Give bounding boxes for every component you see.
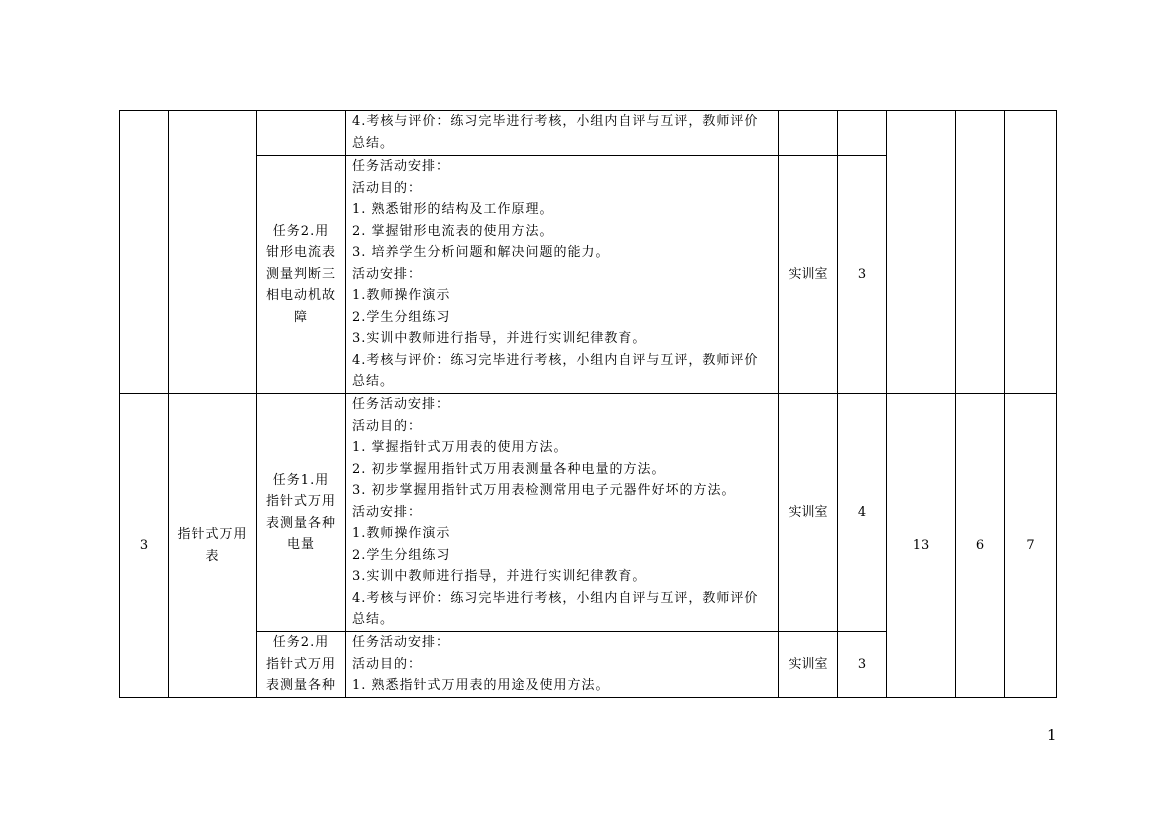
content-line: 活动安排：	[352, 504, 423, 520]
content-line: 活动目的：	[352, 180, 423, 196]
task-name-cell	[257, 111, 346, 156]
task-name-cell	[257, 156, 346, 394]
content-line: 1.教师操作演示	[352, 288, 451, 303]
module-number-cell: 3	[120, 394, 169, 698]
task-line: 相电动机故	[265, 288, 336, 304]
hours-cell: 3	[838, 632, 887, 698]
content-line: 总结。	[352, 135, 395, 151]
activity-content-cell	[346, 394, 779, 632]
total-hours-cell	[887, 111, 956, 394]
task-name-cell	[257, 632, 346, 698]
task-line: 指针式万用	[265, 656, 336, 672]
module-number-cell	[120, 111, 169, 394]
task-name-cell	[257, 394, 346, 632]
task-line: 任务2.用	[272, 635, 330, 650]
content-line: 2. 初步掌握用指针式万用表测量各种电量的方法。	[352, 461, 666, 477]
content-line: 任务活动安排：	[352, 635, 451, 650]
location-cell: 实训室	[779, 156, 838, 394]
activity-content-cell	[346, 156, 779, 394]
module-name-line: 指针式万用	[177, 527, 248, 542]
location-cell: 实训室	[779, 394, 838, 632]
task-line: 任务1.用	[272, 472, 330, 488]
content-line: 活动安排：	[352, 266, 423, 282]
practice-hours-cell	[1005, 111, 1057, 394]
task-line: 表测量各种	[265, 678, 336, 693]
location-cell: 实训室	[779, 632, 838, 698]
module-name-cell	[169, 111, 257, 394]
task-line: 表测量各种	[265, 515, 336, 531]
teaching-plan-table	[119, 110, 1057, 698]
content-line: 总结。	[352, 374, 395, 389]
content-line: 2.学生分组练习	[352, 547, 451, 563]
table-row	[120, 394, 1057, 632]
content-line: 3. 初步掌握用指针式万用表检测常用电子元器件好坏的方法。	[352, 483, 736, 498]
content-line: 1.教师操作演示	[352, 526, 451, 541]
activity-content-cell	[346, 111, 779, 156]
content-line: 2.学生分组练习	[352, 309, 451, 325]
content-line: 2. 掌握钳形电流表的使用方法。	[352, 223, 554, 239]
module-name-cell	[169, 394, 257, 698]
content-line: 1. 熟悉钳形的结构及工作原理。	[352, 202, 554, 217]
hours-cell: 4	[838, 394, 887, 632]
total-hours-cell: 13	[887, 394, 956, 698]
content-line: 1. 掌握指针式万用表的使用方法。	[352, 440, 568, 455]
content-line: 3.实训中教师进行指导，并进行实训纪律教育。	[352, 569, 647, 584]
task-line: 障	[293, 309, 308, 325]
task-line: 指针式万用	[265, 494, 336, 509]
practice-hours-cell: 7	[1005, 394, 1057, 698]
content-line: 1. 熟悉指针式万用表的用途及使用方法。	[352, 678, 610, 693]
theory-hours-cell	[956, 111, 1005, 394]
hours-cell	[838, 111, 887, 156]
theory-hours-cell: 6	[956, 394, 1005, 698]
location-cell	[779, 111, 838, 156]
content-line: 任务活动安排：	[352, 159, 451, 174]
module-name-line: 表	[205, 548, 220, 564]
content-line: 4.考核与评价：练习完毕进行考核，小组内自评与互评，教师评价	[352, 114, 759, 129]
task-line: 任务2.用	[272, 223, 330, 239]
content-line: 任务活动安排：	[352, 397, 451, 412]
task-line: 电量	[286, 537, 315, 552]
task-line: 钳形电流表	[265, 245, 336, 261]
hours-cell: 3	[838, 156, 887, 394]
content-line: 4.考核与评价：练习完毕进行考核，小组内自评与互评，教师评价	[352, 352, 759, 368]
page-number: 1	[1047, 726, 1057, 744]
table-row	[120, 111, 1057, 156]
task-line: 测量判断三	[265, 266, 336, 282]
content-line: 总结。	[352, 612, 395, 627]
activity-content-cell	[346, 632, 779, 698]
content-line: 活动目的：	[352, 418, 423, 434]
content-line: 4.考核与评价：练习完毕进行考核，小组内自评与互评，教师评价	[352, 590, 759, 606]
content-line: 活动目的：	[352, 656, 423, 672]
content-line: 3. 培养学生分析问题和解决问题的能力。	[352, 245, 610, 260]
content-line: 3.实训中教师进行指导，并进行实训纪律教育。	[352, 331, 647, 346]
